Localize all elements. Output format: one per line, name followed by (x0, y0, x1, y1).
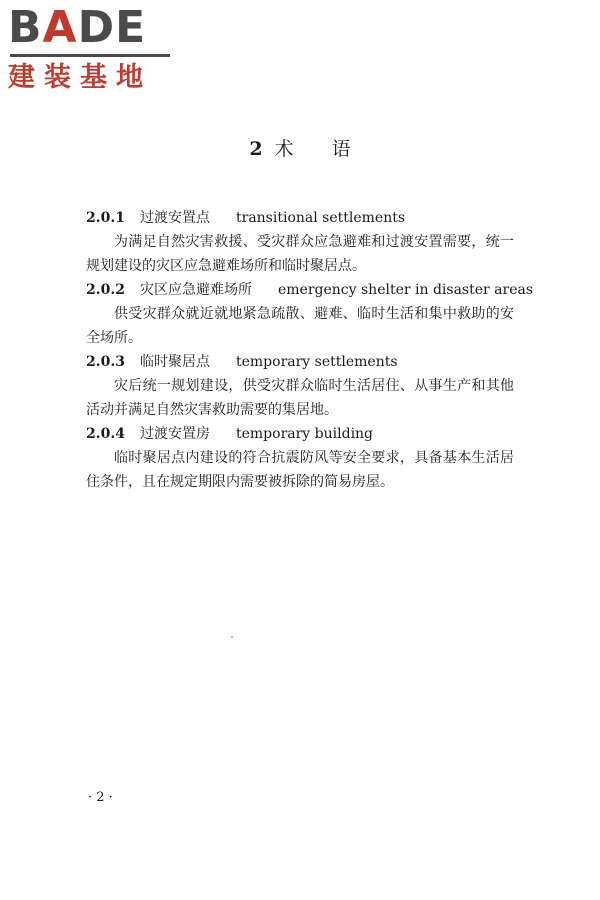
term-chinese: 灾区应急避难场所 (140, 282, 252, 298)
term-english: temporary settlements (236, 354, 398, 370)
term-number: 2.0.4 (86, 426, 125, 442)
term-definition: 临时聚居点内建设的符合抗震防风等安全要求，具备基本生活居住条件，且在规定期限内需要被拆除的简易房屋。 (86, 450, 514, 490)
term-chinese: 临时聚居点 (140, 354, 210, 370)
term-entry (86, 278, 534, 350)
term-english: transitional settlements (236, 210, 406, 226)
logo-divider (10, 54, 170, 57)
chapter-number: 2 (249, 138, 263, 160)
term-heading (86, 278, 534, 302)
logo-chinese-name: 建装基地 (8, 62, 152, 93)
term-definition: 灾后统一规划建设，供受灾群众临时生活居住、从事生产和其他活动并满足自然灾害救助需要的集居地。 (86, 378, 514, 418)
terms-list (86, 206, 534, 494)
logo-letter-b: B (8, 2, 43, 53)
chapter-name: 术语 (274, 138, 389, 160)
page-number: · 2 · (88, 790, 113, 805)
term-entry (86, 206, 514, 278)
term-chinese: 过渡安置点 (140, 210, 210, 226)
term-heading (86, 350, 514, 374)
term-entry (86, 350, 514, 422)
term-chinese: 过渡安置房 (140, 426, 210, 442)
term-entry (86, 422, 514, 494)
term-definition: 为满足自然灾害救援、受灾群众应急避难和过渡安置需要，统一规划建设的灾区应急避难场所和临时聚居点。 (86, 234, 514, 274)
term-english: temporary building (236, 426, 374, 442)
term-definition: 供受灾群众就近就地紧急疏散、避难、临时生活和集中救助的安全场所。 (86, 306, 514, 346)
term-english: emergency shelter in disaster areas (278, 282, 534, 298)
term-number: 2.0.2 (86, 282, 125, 298)
term-number: 2.0.1 (86, 210, 125, 226)
logo-letters-de: DE (77, 2, 147, 53)
term-heading (86, 206, 514, 230)
logo-wordmark (8, 2, 147, 53)
term-heading (86, 422, 514, 446)
logo-letter-a: A (42, 2, 78, 53)
print-speck (231, 636, 233, 638)
bade-logo (8, 2, 176, 96)
chapter-title (0, 136, 600, 162)
term-number: 2.0.3 (86, 354, 125, 370)
